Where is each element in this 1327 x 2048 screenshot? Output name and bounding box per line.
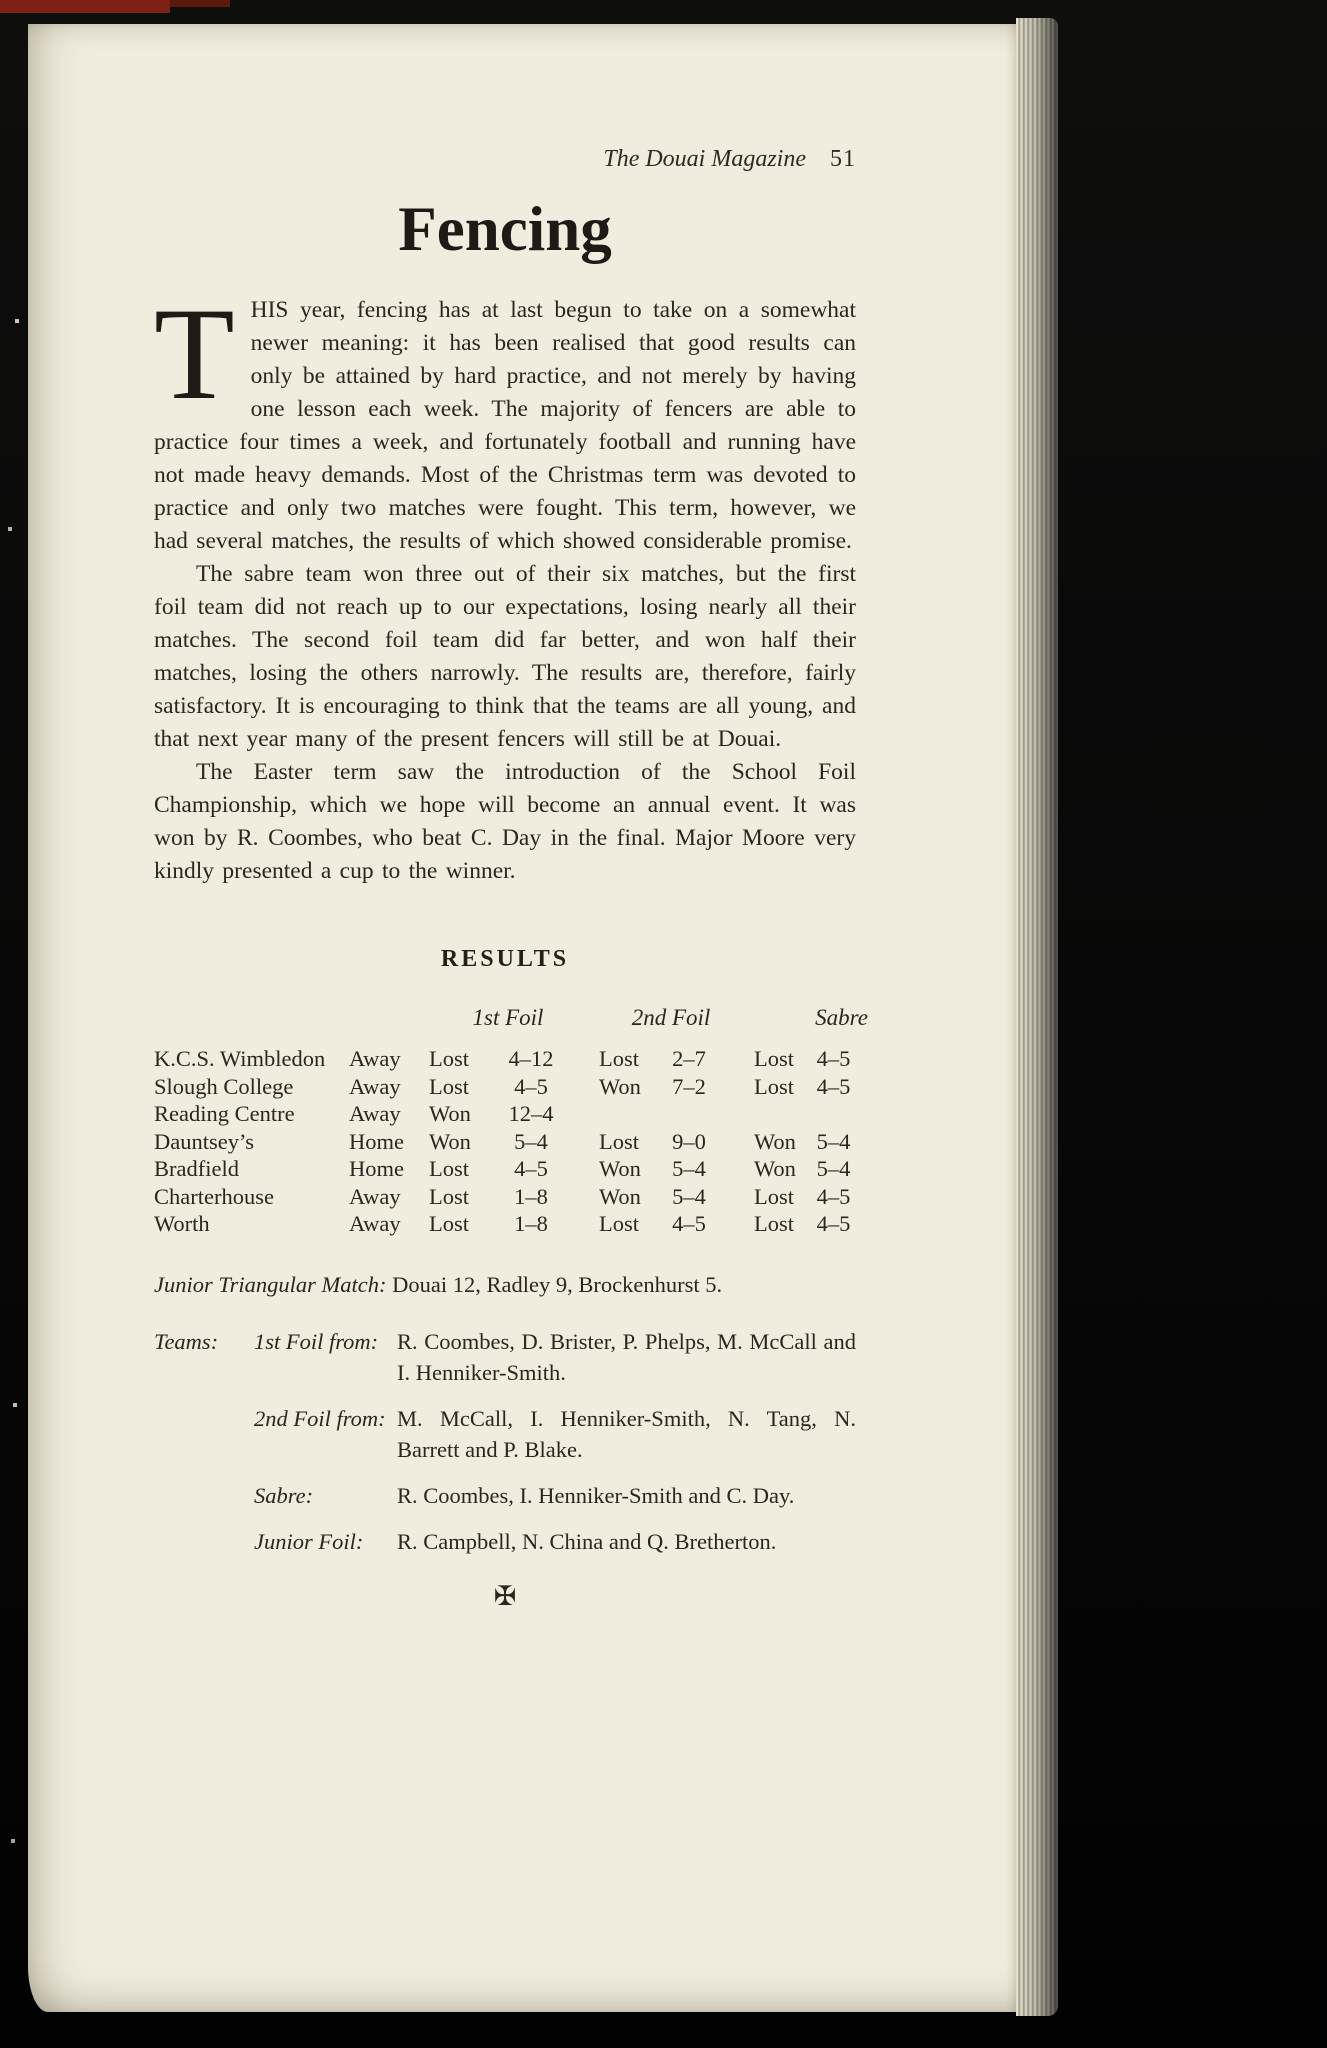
- cell-foil1_result: Won: [429, 1101, 471, 1126]
- results-row: [154, 1155, 856, 1183]
- article-title: Fencing: [398, 194, 612, 264]
- results-col-1st-foil: 1st Foil: [472, 1005, 544, 1030]
- cell-foil2_score: 5–4: [672, 1156, 706, 1181]
- team-names-line: I. Henniker-Smith.: [397, 1359, 566, 1385]
- cell-sabre_result: Lost: [754, 1183, 795, 1209]
- team-entry: [154, 1326, 856, 1388]
- teams-label: [154, 1526, 254, 1557]
- cell-foil1_result: Lost: [429, 1046, 470, 1071]
- team-entry: [154, 1526, 856, 1557]
- cell-sabre_result: Won: [754, 1156, 796, 1181]
- cell-opponent: Bradfield: [154, 1156, 239, 1181]
- cell-opponent: K.C.S. Wimbledon: [154, 1046, 326, 1071]
- paragraph-2: The sabre team won three out of their six matches, but the first foil team did not reach up to our expectations, losing nearly all their matches. The second foil team did far better, and won half their matches, losing the others narrowly. The results are, therefore, fairly satisfactory. It is encouraging to think that the teams are all young, and that next year many of the present fencers will still be at Douai.: [154, 561, 856, 752]
- team-category-label: Junior Foil:: [254, 1528, 364, 1554]
- cell-foil2_score: 2–7: [672, 1046, 706, 1071]
- cell-sabre_score: 4–5: [816, 1073, 851, 1099]
- cell-sabre_result: Lost: [754, 1046, 795, 1071]
- team-names: [397, 1403, 856, 1465]
- cell-sabre_result: Lost: [754, 1211, 795, 1236]
- team-names: [397, 1526, 856, 1557]
- cell-sabre_score: 5–4: [816, 1156, 851, 1181]
- cell-foil1_score: 4–5: [514, 1156, 548, 1181]
- cell-foil1_score: 1–8: [514, 1183, 548, 1209]
- cell-sabre_result: [719, 1100, 811, 1128]
- results-row: [154, 1183, 856, 1211]
- team-entry: [154, 1403, 856, 1465]
- cell-venue: Home: [349, 1156, 404, 1181]
- cell-venue: Away: [349, 1183, 401, 1209]
- results-row: [154, 1128, 856, 1156]
- cell-foil2_result: Lost: [599, 1128, 640, 1154]
- cell-foil2_result: [571, 1100, 659, 1128]
- paragraph-1: [154, 280, 856, 558]
- teams-label: [154, 1480, 254, 1511]
- cell-opponent: Dauntsey’s: [154, 1128, 254, 1154]
- junior-triangular-match: [154, 1272, 856, 1298]
- spine-red-band-shadow: [170, 0, 230, 7]
- page-content: [154, 24, 868, 1612]
- results-col-sabre: Sabre: [815, 1005, 868, 1030]
- magazine-page: [28, 24, 1016, 2012]
- paragraph-1-text: HIS year, fencing has at last begun to take on a somewhat newer meaning: it has been realised that good results can only be attained by hard practice, and not merely by having one lesson each week. The majority of fencers are able to practice four times a week, and fortunately football and running have not made heavy demands. Most of the Christmas term was devoted to practice and only two matches were fought. This term, however, we had several matches, the results of which showed considerable promise.: [154, 297, 856, 554]
- drop-cap: T: [154, 280, 235, 427]
- teams-list: [154, 1326, 856, 1557]
- cell-foil2_result: Lost: [599, 1211, 640, 1236]
- cell-sabre_score: 5–4: [816, 1128, 851, 1154]
- cell-foil2_result: Lost: [599, 1046, 640, 1071]
- team-entry: [154, 1480, 856, 1511]
- cell-foil1_result: Lost: [429, 1156, 470, 1181]
- cell-foil2_score: 9–0: [672, 1128, 706, 1154]
- team-category-label: Sabre:: [254, 1482, 314, 1508]
- cell-foil1_result: Lost: [429, 1211, 470, 1236]
- cell-sabre_score: 4–5: [816, 1211, 851, 1236]
- results-row: [154, 1100, 856, 1128]
- paragraph-3: The Easter term saw the introduction of the School Foil Championship, which we hope will become an annual event. It was won by R. Coombes, who beat C. Day in the final. Major Moore very kindly presented a cup to the winner.: [154, 759, 856, 884]
- cell-foil2_result: Won: [599, 1183, 641, 1209]
- team-names-line: R. Coombes, D. Brister, P. Phelps, M. McCall and: [397, 1328, 856, 1354]
- team-names: [397, 1480, 856, 1511]
- cell-foil2_result: Won: [599, 1156, 641, 1181]
- cell-foil2_score: [659, 1100, 719, 1128]
- cell-sabre_result: Lost: [754, 1073, 795, 1099]
- cell-foil1_result: Won: [429, 1128, 471, 1154]
- spine-red-band: [0, 0, 170, 13]
- teams-label: Teams:: [154, 1328, 219, 1354]
- page-number: 51: [830, 146, 856, 172]
- cell-venue: Home: [349, 1128, 404, 1154]
- results-row: [154, 1073, 856, 1101]
- cell-venue: Away: [349, 1073, 401, 1099]
- cell-foil1_score: 4–12: [508, 1046, 554, 1071]
- results-heading: RESULTS: [440, 946, 570, 972]
- cell-foil1_score: 4–5: [514, 1073, 548, 1099]
- cell-foil1_score: 12–4: [508, 1101, 554, 1126]
- cell-foil1_result: Lost: [429, 1183, 470, 1209]
- cell-opponent: Slough College: [154, 1073, 294, 1099]
- cell-opponent: Reading Centre: [154, 1101, 295, 1126]
- cell-venue: Away: [349, 1046, 401, 1071]
- cell-venue: Away: [349, 1101, 401, 1126]
- magazine-title: The Douai Magazine: [603, 146, 806, 172]
- cell-foil1_score: 5–4: [514, 1128, 548, 1154]
- cell-foil2_score: 5–4: [672, 1183, 706, 1209]
- results-rows: [154, 1045, 856, 1238]
- teams-label: [154, 1403, 254, 1465]
- cell-opponent: Worth: [154, 1211, 210, 1236]
- junior-match-label: Junior Triangular Match:: [154, 1271, 387, 1297]
- results-row: [154, 1045, 856, 1073]
- dust-specks: [0, 0, 2, 2]
- team-names-line: R. Coombes, I. Henniker-Smith and C. Day.: [397, 1482, 795, 1508]
- team-category-label: 1st Foil from:: [254, 1328, 379, 1354]
- team-names-line: R. Campbell, N. China and Q. Bretherton.: [397, 1528, 777, 1554]
- team-category-label: 2nd Foil from:: [254, 1405, 386, 1431]
- cell-sabre_result: Won: [754, 1128, 796, 1154]
- book-fore-edge-pages: [1016, 18, 1058, 2016]
- team-names-line: Barrett and P. Blake.: [397, 1436, 583, 1462]
- cell-foil2_result: Won: [599, 1073, 641, 1099]
- cell-foil2_score: 7–2: [672, 1073, 706, 1099]
- cell-sabre_score: 4–5: [816, 1046, 851, 1071]
- cell-opponent: Charterhouse: [154, 1183, 274, 1209]
- cell-sabre_score: 4–5: [816, 1183, 851, 1209]
- running-header: [154, 146, 856, 173]
- cell-foil2_score: 4–5: [672, 1211, 706, 1236]
- junior-match-text: Douai 12, Radley 9, Brockenhurst 5.: [392, 1271, 723, 1297]
- team-names: [397, 1326, 856, 1388]
- results-col-spacer: [154, 1005, 429, 1031]
- cell-venue: Away: [349, 1211, 401, 1236]
- cell-sabre_score: [811, 1100, 856, 1128]
- results-table-header: [154, 1005, 868, 1031]
- cell-foil1_score: 1–8: [514, 1211, 548, 1236]
- cell-foil1_result: Lost: [429, 1073, 470, 1099]
- results-row: [154, 1210, 856, 1238]
- team-names-line: M. McCall, I. Henniker-Smith, N. Tang, N.: [397, 1405, 856, 1431]
- maltese-cross-ornament: ✠: [493, 1580, 517, 1611]
- article-body: [154, 280, 856, 888]
- results-col-2nd-foil: 2nd Foil: [631, 1005, 711, 1030]
